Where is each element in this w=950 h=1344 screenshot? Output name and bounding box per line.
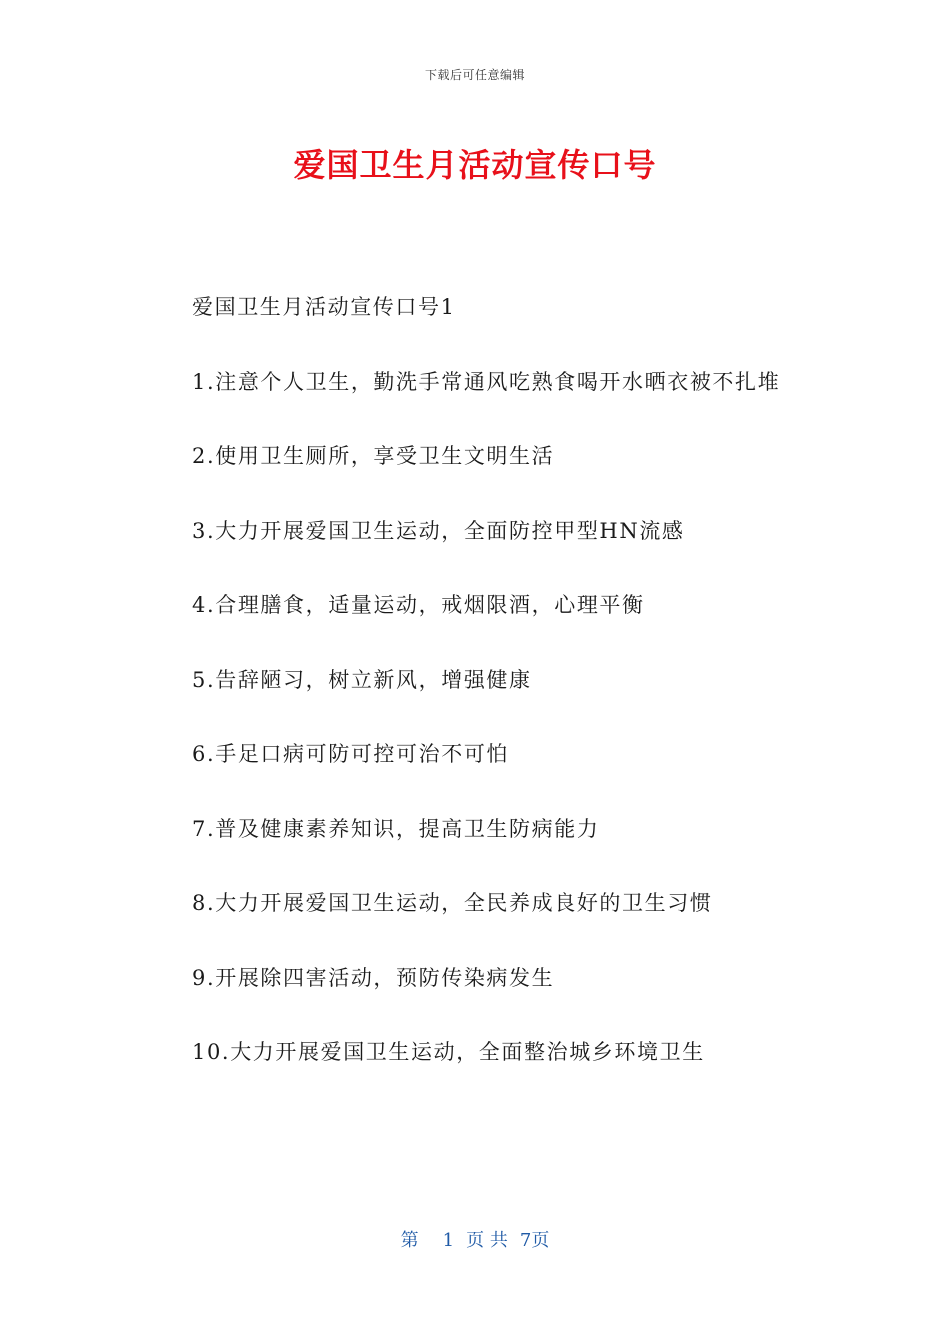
slogan-item: 6.手足口病可防可控可治不可怕 bbox=[192, 742, 510, 766]
slogan-item: 7.普及健康素养知识，提高卫生防病能力 bbox=[192, 816, 600, 841]
footer-middle: 页 共 bbox=[466, 1230, 508, 1251]
slogan-item: 4.合理膳食，适量运动，戒烟限酒，心理平衡 bbox=[192, 593, 645, 617]
slogan-item: 10.大力开展爱国卫生运动，全面整治城乡环境卫生 bbox=[192, 1040, 705, 1064]
footer-suffix: 页 bbox=[531, 1230, 550, 1251]
header-note: 下载后可任意编辑 bbox=[424, 68, 525, 82]
document-title: 爱国卫生月活动宣传口号 bbox=[293, 146, 657, 184]
total-page-number: 7 bbox=[519, 1230, 532, 1251]
slogan-item: 5.告辞陋习，树立新风，增强健康 bbox=[192, 667, 532, 692]
document-body bbox=[145, 270, 805, 1090]
paragraph-heading: 爱国卫生月活动宣传口号1 bbox=[192, 295, 456, 319]
current-page-number: 1 bbox=[442, 1230, 455, 1251]
slogan-item: 2.使用卫生厕所，享受卫生文明生活 bbox=[192, 444, 555, 468]
slogan-item: 8.大力开展爱国卫生运动，全民养成良好的卫生习惯 bbox=[192, 891, 713, 915]
slogan-item: 1.注意个人卫生，勤洗手常通风吃熟食喝开水晒衣被不扎堆 bbox=[192, 369, 781, 394]
slogan-item: 3.大力开展爱国卫生运动，全面防控甲型HN流感 bbox=[192, 518, 685, 543]
page-footer bbox=[0, 1226, 950, 1252]
footer-prefix: 第 bbox=[400, 1230, 419, 1251]
slogan-item: 9.开展除四害活动，预防传染病发生 bbox=[192, 965, 555, 990]
